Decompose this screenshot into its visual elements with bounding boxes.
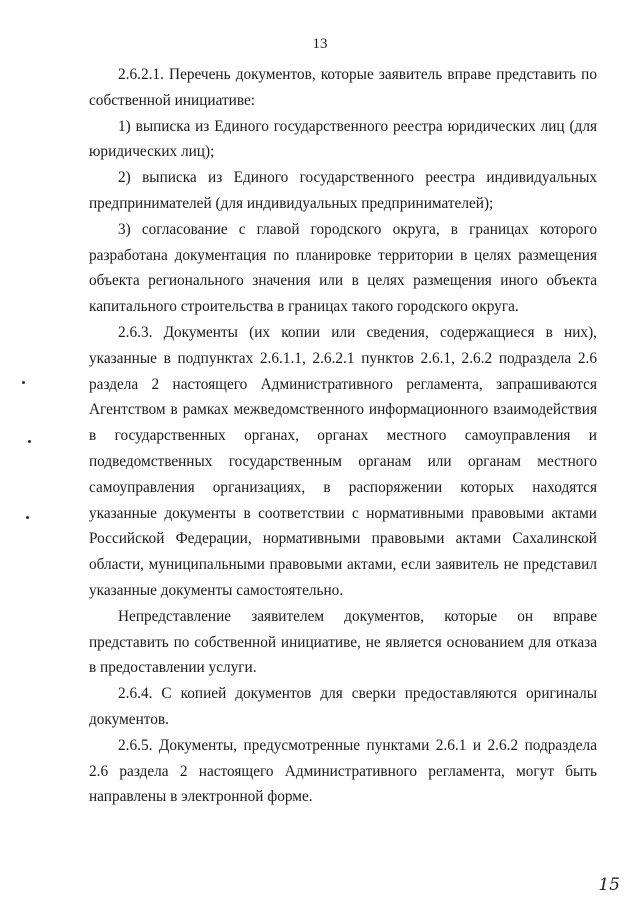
paragraph-non-submission: Непредставление заявителем документов, которые он вправе представить по собственной инициативе, не является основанием для отказа в предоставлении услуги. [89, 607, 597, 677]
page-number: 13 [312, 36, 328, 52]
list-item-1: 1) выписка из Единого государственного реестра юридических лиц (для юридических лиц); [89, 117, 597, 161]
handwritten-page-number: 15 [598, 875, 620, 895]
paragraph-2-6-4: 2.6.4. С копией документов для сверки предоставляются оригиналы документов. [89, 685, 597, 728]
paragraph-2-6-2-1: 2.6.2.1. Перечень документов, которые заявитель вправе представить по собственной инициативе: [89, 66, 597, 109]
scan-speck [28, 440, 31, 443]
scan-speck [26, 516, 29, 519]
document-body [89, 62, 597, 810]
list-item-3: 3) согласование с главой городского округа, в границах которого разработана документация по планировке территории в целях размещения объекта регионального значения или в целях размещения иного объекта капитального строительства в границах такого городского округа. [89, 220, 597, 316]
paragraph-2-6-5: 2.6.5. Документы, предусмотренные пунктами 2.6.1 и 2.6.2 подраздела 2.6 раздела 2 настоящего Административного регламента, могут быть направлены в электронной форме. [89, 736, 597, 806]
paragraph-2-6-3: 2.6.3. Документы (их копии или сведения, содержащиеся в них), указанные в подпунктах 2.6.1.1, 2.6.2.1 пунктов 2.6.1, 2.6.2 подраздела 2.6 раздела 2 настоящего Административного регламента, запрашиваются Агентством в рамках межведомственного информационного взаимодействия в государственных органах, органах местного самоуправления и подведомственных государственным органам или органам местного самоуправления организациях, в распоряжении которых находятся указанные документы в соответствии с нормативными правовыми актами Российской Федерации, нормативными правовыми актами Сахалинской области, муниципальными правовыми актами, если заявитель не представил указанные документы самостоятельно. [89, 323, 597, 599]
scan-speck [22, 381, 25, 384]
list-item-2: 2) выписка из Единого государственного реестра индивидуальных предпринимателей (для индивидуальных предпринимателей); [89, 169, 597, 212]
